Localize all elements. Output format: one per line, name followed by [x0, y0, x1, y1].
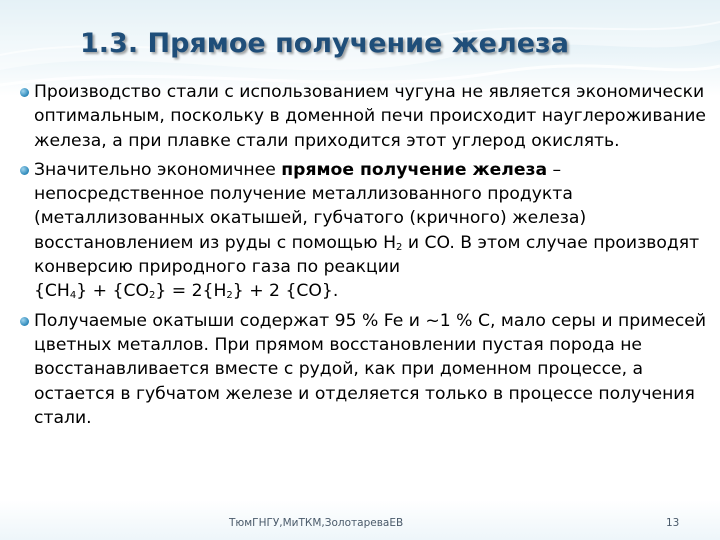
equation-part: } = 2{H — [155, 281, 227, 302]
subscript: 4 — [69, 290, 77, 302]
bullet-dot-icon — [20, 166, 29, 175]
bullet-dot-icon — [20, 88, 29, 97]
subscript: 2 — [396, 241, 403, 253]
bullet-text-cont: – непосредственное получение металлизованного продукта (металлизованных окатышей, губчатого (кричного) железа) восстановлением из руды с помощью H — [34, 159, 587, 253]
bullet-item-2 — [20, 158, 710, 304]
bullet-text: Производство стали с использованием чугуна не является экономически оптимальным, поскольку в доменной печи происходит науглероживание железа, а при плавке стали приходится этот углерод окислять. — [34, 82, 706, 151]
equation-part: {CH — [34, 281, 70, 302]
slide-title: 1.3. Прямое получение железа — [80, 28, 569, 59]
equation-part: } + {CO — [76, 281, 149, 302]
equation-part: } + 2 {CO}. — [232, 281, 339, 302]
bullet-text: Получаемые окатыши содержат 95 % Fe и ~1 % С, мало серы и примесей цветных металлов. При прямом восстановлении пустая порода не восстанавливается вместе с рудой, как при доменном процессе, а остается в губчатом железе и отделяется только в процессе получения стали. — [34, 310, 707, 428]
subscript: 2 — [148, 290, 156, 302]
bullet-dot-icon — [20, 317, 29, 326]
reaction-equation — [34, 281, 338, 301]
footer-author: ТюмГНГУ,МиТКМ,ЗолотареваЕВ — [229, 517, 404, 529]
bullet-item-1 — [20, 80, 710, 153]
bullet-item-3 — [20, 309, 710, 430]
page-number: 13 — [666, 517, 680, 529]
bullet-text-cont: и CO. В этом случае производят конверсию природного газа по реакции — [34, 232, 700, 278]
bullet-text: Значительно экономичнее — [34, 159, 282, 180]
emphasis-text: прямое получение железа — [281, 159, 548, 180]
subscript: 2 — [226, 290, 233, 302]
bullet-list — [20, 80, 710, 435]
